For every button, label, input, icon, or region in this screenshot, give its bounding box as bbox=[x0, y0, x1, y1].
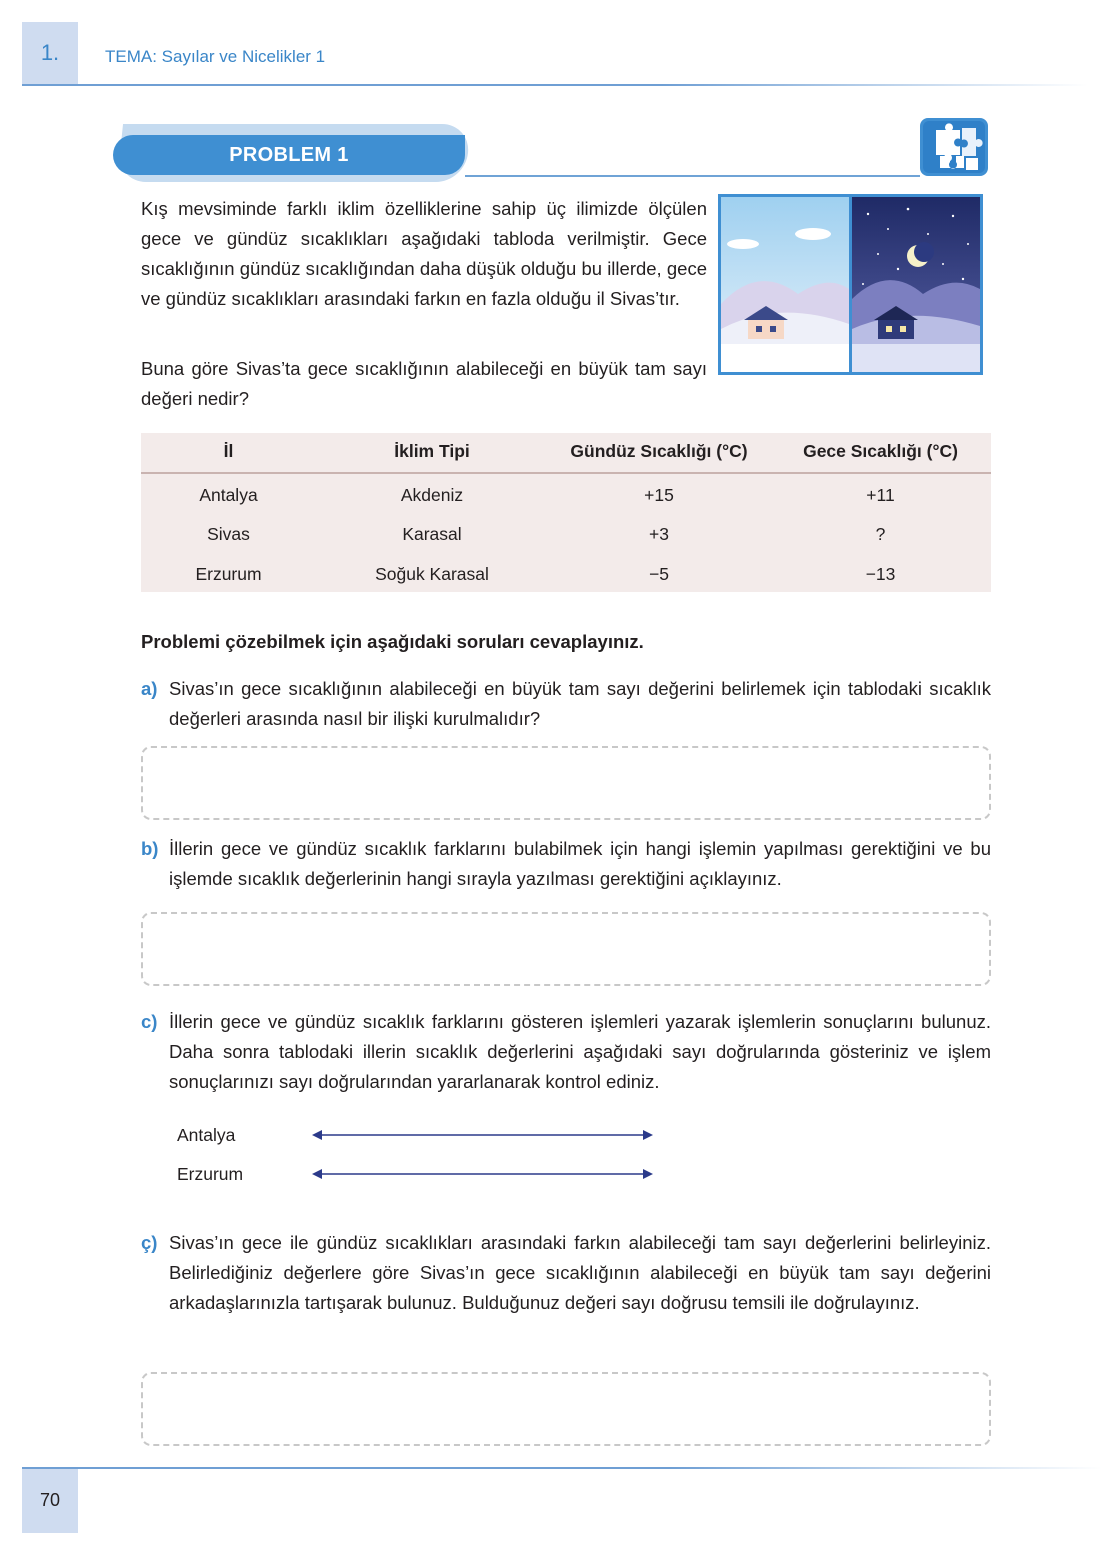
table-cell: −13 bbox=[865, 564, 896, 584]
table-cell: +3 bbox=[649, 524, 669, 544]
table-cell: +11 bbox=[866, 485, 895, 505]
question-c-text: İllerin gece ve gündüz sıcaklık farklarını gösteren işlemleri yazarak işlemlerin sonuçlarını bulunuz. Daha sonra tablodaki illerin sıcaklık değerlerini aşağıdaki sayı doğrularında gösteriniz ve işlem sonuçlarınızı sayı doğrularından yararlanarak kontrol ediniz. bbox=[169, 1011, 991, 1092]
answer-box-a[interactable] bbox=[141, 746, 991, 820]
number-line-label-antalya: Antalya bbox=[177, 1125, 236, 1145]
question-c-label: c) bbox=[141, 1011, 158, 1032]
question-a-text: Sivas’ın gece sıcaklığının alabileceği en büyük tam sayı değerini belirlemek için tablodaki sıcaklık değerleri arasında nasıl bir ilişki kurulmalıdır? bbox=[169, 678, 991, 729]
table-header-gece: Gece Sıcaklığı (°C) bbox=[803, 441, 958, 461]
table-cell: Karasal bbox=[402, 524, 462, 544]
question-b-text: İllerin gece ve gündüz sıcaklık farklarını bulabilmek için hangi işlemin yapılması gerektiğini ve bu işlemde sıcaklık değerlerinin hangi sırayla yazılması gerektiğini açıklayınız. bbox=[169, 838, 991, 889]
number-line-erzurum[interactable] bbox=[310, 1166, 655, 1182]
theme-title: TEMA: Sayılar ve Nicelikler 1 bbox=[105, 47, 326, 66]
table-header-il: İl bbox=[223, 441, 234, 461]
answer-box-b[interactable] bbox=[141, 912, 991, 986]
page-number: 70 bbox=[39, 1490, 61, 1510]
question-b-label: b) bbox=[141, 838, 159, 859]
table-cell: Antalya bbox=[199, 485, 258, 505]
table-cell: +15 bbox=[644, 485, 674, 505]
table-cell: Soğuk Karasal bbox=[375, 564, 489, 584]
table-header-gunduz: Gündüz Sıcaklığı (°C) bbox=[570, 441, 748, 461]
instruction: Problemi çözebilmek için aşağıdaki soruları cevaplayınız. bbox=[141, 631, 644, 652]
table-header-iklim: İklim Tipi bbox=[394, 441, 470, 461]
answer-box-cc[interactable] bbox=[141, 1372, 991, 1446]
table-cell: ? bbox=[875, 524, 886, 544]
question-cc-text: Sivas’ın gece ile gündüz sıcaklıkları arasındaki farkın alabileceği tam sayı değerlerini belirleyiniz. Belirlediğiniz değerlere göre Sivas’ın gece sıcaklığının alabileceği en büyük tam sayı değerini arkadaşlarınızla tartışarak bulunuz. Bulduğunuz değeri sayı doğrusu temsili ile doğrulayınız. bbox=[169, 1232, 991, 1313]
banner-divider bbox=[465, 175, 920, 177]
header-divider bbox=[22, 84, 1088, 86]
number-line-antalya[interactable] bbox=[310, 1127, 655, 1143]
footer-divider bbox=[22, 1467, 1102, 1469]
table-cell: Sivas bbox=[207, 524, 250, 544]
winter-day-night-illustration bbox=[718, 194, 983, 375]
problem-title: PROBLEM 1 bbox=[229, 144, 349, 166]
problem-paragraph-2: Buna göre Sivas’ta gece sıcaklığının alabileceği en büyük tam sayı değeri nedir? bbox=[141, 358, 707, 409]
chapter-number: 1. bbox=[40, 40, 60, 65]
question-a-label: a) bbox=[141, 678, 158, 699]
table-header-divider bbox=[141, 472, 991, 474]
table-cell: Akdeniz bbox=[400, 485, 464, 505]
question-cc-label: ç) bbox=[141, 1232, 158, 1253]
table-cell: −5 bbox=[649, 564, 669, 584]
table-cell: Erzurum bbox=[195, 564, 262, 584]
number-line-label-erzurum: Erzurum bbox=[177, 1164, 244, 1184]
problem-paragraph-1: Kış mevsiminde farklı iklim özelliklerine sahip üç ilimizde ölçülen gece ve gündüz sıcaklıkları aşağıdaki tabloda verilmiştir. Gece sıcaklığının gündüz sıcaklığından daha düşük olduğu bu illerde, gece ve gündüz sıcaklıkları arasındaki farkın en fazla olduğu il Sivas’tır. bbox=[141, 198, 707, 309]
puzzle-icon bbox=[918, 116, 990, 178]
